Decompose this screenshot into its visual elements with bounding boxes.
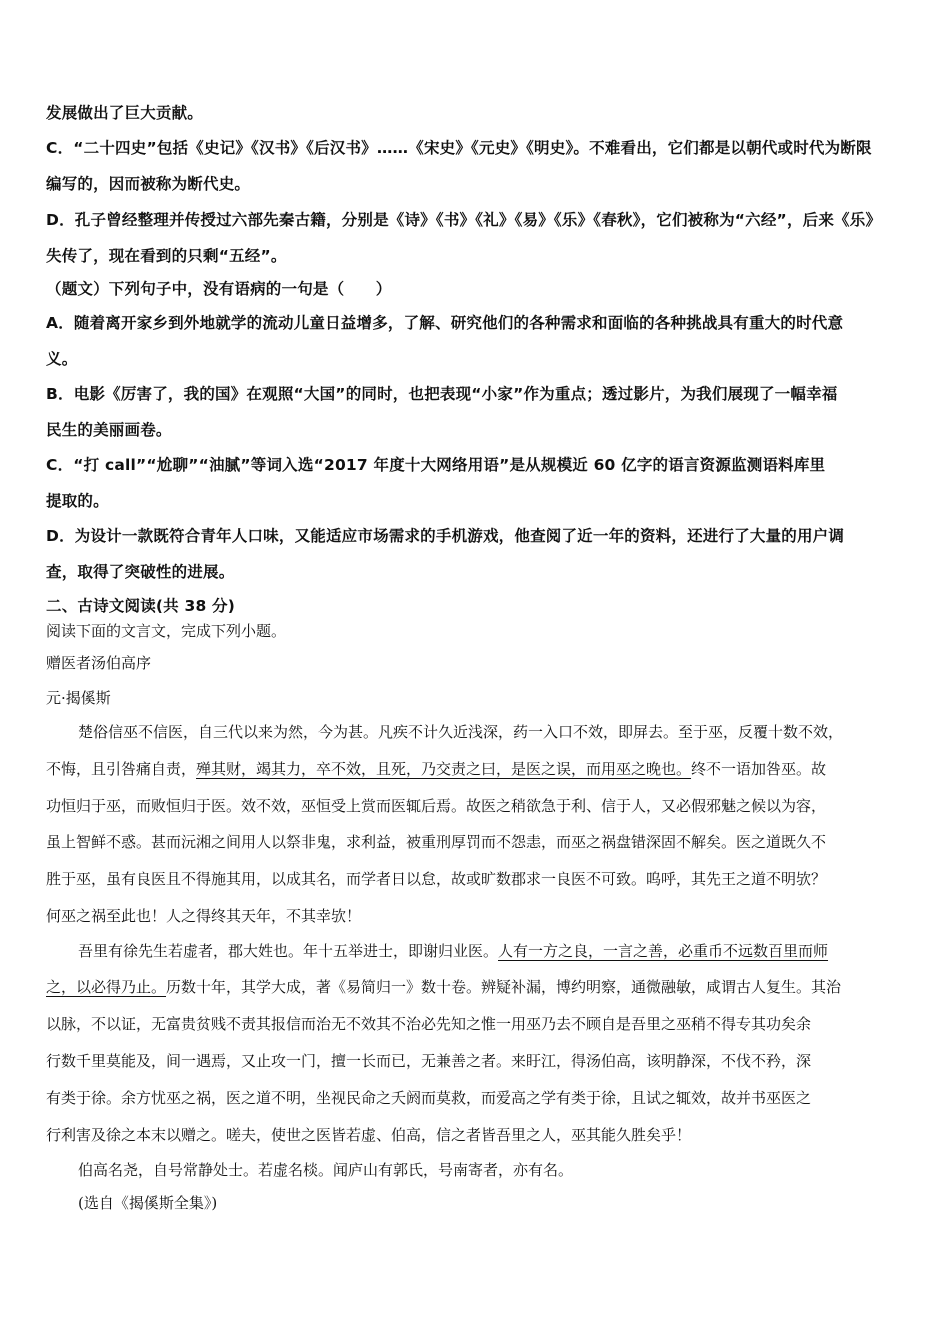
passage-line: 有类于徐。余方忧巫之祸，医之道不明，坐视民命之夭阏而莫救，而爱高之学有类于徐，且试之辄效，故并书巫医之 xyxy=(46,1089,812,1107)
section-heading: 二、古诗文阅读(共 38 分) xyxy=(46,597,236,615)
text-line: 发展做出了巨大贡献。 xyxy=(46,104,204,122)
text-line: 查，取得了突破性的进展。 xyxy=(46,563,235,581)
option-c-line: C．“二十四史”包括《史记》《汉书》《后汉书》……《宋史》《元史》《明史》。不难看出，它们都是以朝代或时代为断限 xyxy=(46,139,872,157)
passage-text: 历数十年，其学大成，著《易简归一》数十卷。辨疑补漏，博约明察，通微融敏，咸谓古人复生。其治 xyxy=(166,978,842,996)
text-line: 失传了，现在看到的只剩“五经”。 xyxy=(46,247,287,265)
passage-text: 不悔，且引咎痛自责， xyxy=(46,760,197,778)
passage-line xyxy=(78,940,828,961)
underlined-sentence: 人有一方之良，一言之善，必重币不远数百里而师 xyxy=(498,942,829,960)
passage-line: 何巫之祸至此也！人之得终其天年，不其幸欤！ xyxy=(46,907,362,925)
passage-text: 终不一语加咎巫。故 xyxy=(691,760,827,778)
passage-line: 行数千里莫能及，间一遇焉，又止攻一门，擅一长而已，无兼善之者。来盱江，得汤伯高，该明静深，不伐不矜，深 xyxy=(46,1052,812,1070)
option-d-line: D．为设计一款既符合青年人口味，又能适应市场需求的手机游戏，他查阅了近一年的资料，还进行了大量的用户调 xyxy=(46,527,845,545)
passage-line: 楚俗信巫不信医，自三代以来为然，今为甚。凡疾不计久近浅深，药一入口不效，即屏去。至于巫，反覆十数不效， xyxy=(78,723,844,741)
underlined-sentence: 之，以必得乃止。 xyxy=(46,978,167,996)
passage-title: 赠医者汤伯高序 xyxy=(46,654,152,672)
question-stem: （题文）下列句子中，没有语病的一句是（ ） xyxy=(46,280,392,298)
passage-line: 功恒归于巫，而败恒归于医。效不效，巫恒受上赏而医辄后焉。故医之稍欲急于利、信于人，又必假邪魅之候以为容， xyxy=(46,797,827,815)
passage-line xyxy=(46,976,841,997)
passage-author: 元·揭傒斯 xyxy=(46,689,111,707)
text-line: 义。 xyxy=(46,350,78,368)
passage-line xyxy=(46,758,826,779)
option-c-line: C．“打 call”“尬聊”“油腻”等词入选“2017 年度十大网络用语”是从规模近 60 亿字的语言资源监测语料库里 xyxy=(46,456,826,474)
passage-line: 行利害及徐之本末以赠之。嗟夫，使世之医皆若虚、伯高，信之者皆吾里之人，巫其能久胜矣乎！ xyxy=(46,1126,692,1144)
underlined-sentence: 殚其财，竭其力，卒不效，且死，乃交责之曰，是医之误，而用巫之晚也。 xyxy=(196,760,692,778)
instruction: 阅读下面的文言文，完成下列小题。 xyxy=(46,622,287,640)
passage-line: 伯高名尧，自号常静处士。若虚名棪。闻庐山有郭氏，号南寄者，亦有名。 xyxy=(78,1161,574,1179)
passage-text: 吾里有徐先生若虚者，郡大姓也。年十五举进士，即谢归业医。 xyxy=(78,942,499,960)
option-d-line: D．孔子曾经整理并传授过六部先秦古籍，分别是《诗》《书》《礼》《易》《乐》《春秋》，它们被称为“六经”，后来《乐》 xyxy=(46,211,882,229)
passage-line: 虽上智鲜不惑。甚而沅湘之间用人以祭非鬼，求利益，被重刑厚罚而不怨恚，而巫之祸盘错深固不解矣。医之道既久不 xyxy=(46,833,827,851)
source-citation: (选自《揭傒斯全集》) xyxy=(78,1194,218,1212)
passage-line: 胜于巫，虽有良医且不得施其用，以成其名，而学者日以怠，故或旷数郡求一良医不可致。呜呼，其先王之道不明欤？ xyxy=(46,870,827,888)
text-line: 编写的，因而被称为断代史。 xyxy=(46,175,251,193)
text-line: 民生的美丽画卷。 xyxy=(46,421,172,439)
text-line: 提取的。 xyxy=(46,492,109,510)
option-a-line: A．随着离开家乡到外地就学的流动儿童日益增多，了解、研究他们的各种需求和面临的各种挑战具有重大的时代意 xyxy=(46,314,844,332)
passage-line: 以脉，不以证，无富贵贫贱不责其报信而治无不效其不治必先知之惟一用巫乃去不顾自是吾里之巫稍不得专其功矣余 xyxy=(46,1015,812,1033)
option-b-line: B．电影《厉害了，我的国》在观照“大国”的同时，也把表现“小家”作为重点；透过影片，为我们展现了一幅幸福 xyxy=(46,385,838,403)
